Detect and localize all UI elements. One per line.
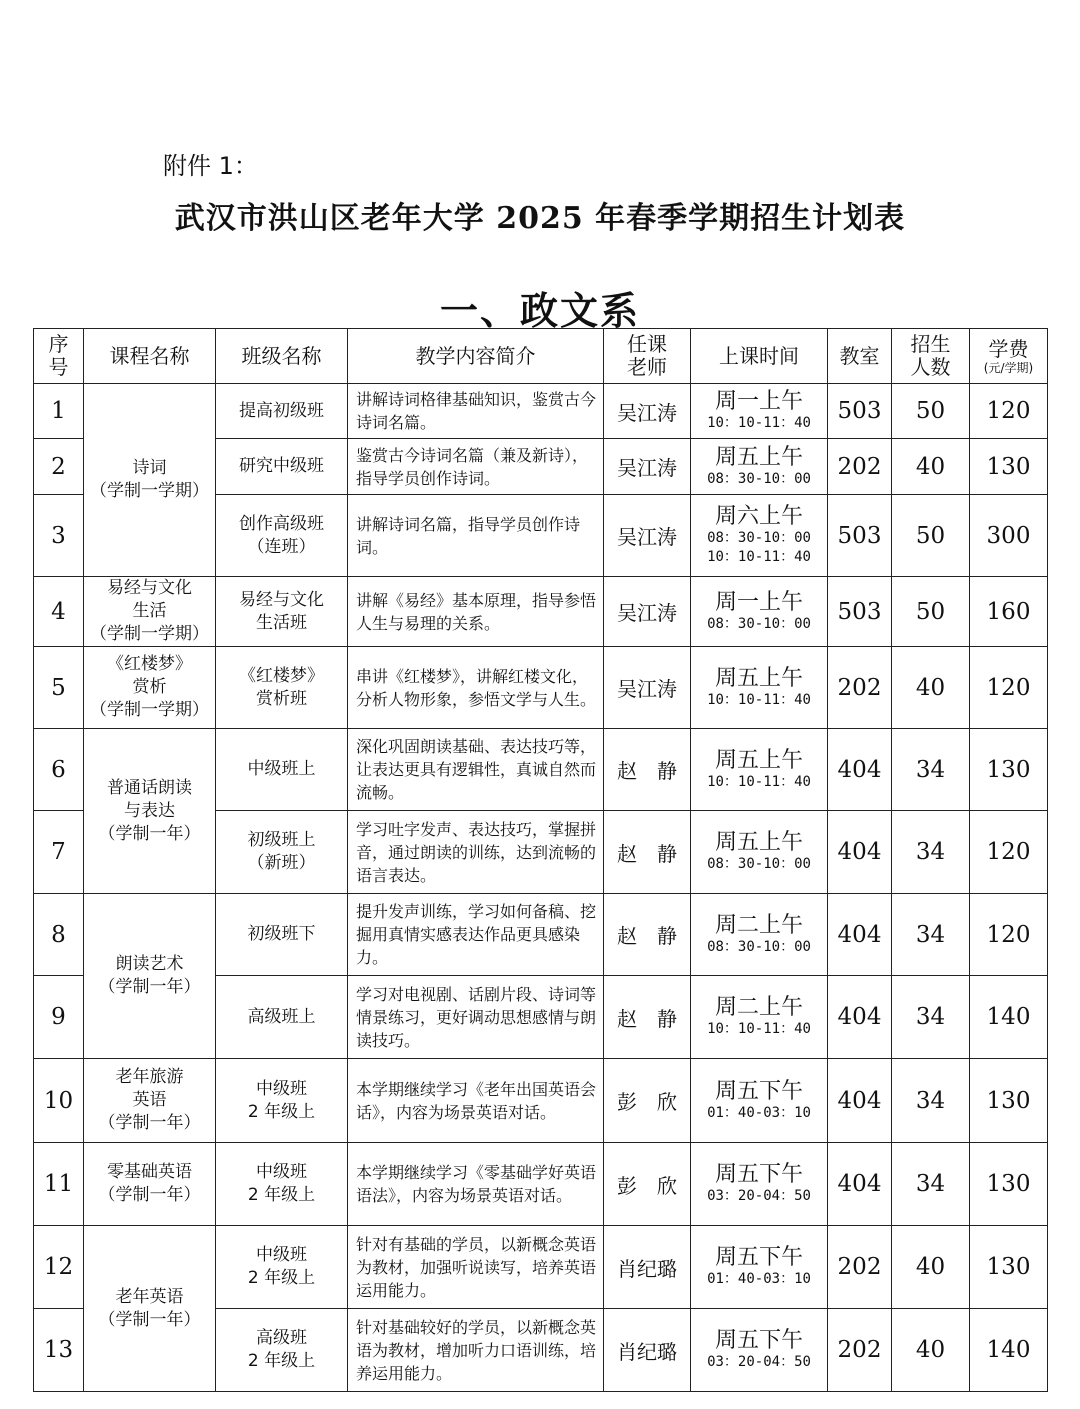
classroom: 404: [828, 894, 892, 976]
header-fee-label: 学费: [988, 336, 1029, 361]
tuition-fee: 300: [970, 495, 1048, 577]
tuition-fee: 120: [970, 647, 1048, 729]
section-heading: 一、政文系: [439, 288, 640, 333]
class-hours: 10：10-11：40: [707, 691, 811, 708]
header-row: [34, 329, 1048, 384]
class-day: 周五上午: [714, 830, 803, 855]
classroom: 202: [828, 647, 892, 729]
class-name: 高级班 2 年级上: [216, 1309, 348, 1392]
header-no: 序 号: [34, 329, 84, 384]
enrollment-quota: 34: [892, 1059, 970, 1143]
row-number: 8: [34, 894, 84, 976]
class-name: 中级班上: [216, 729, 348, 811]
table-row: [34, 384, 1048, 439]
row-number: 1: [34, 384, 84, 439]
class-day: 周六上午: [714, 504, 803, 529]
class-name: 初级班下: [216, 894, 348, 976]
row-number: 11: [34, 1143, 84, 1226]
row-number: 5: [34, 647, 84, 729]
course-name: 老年英语 （学制一年）: [84, 1226, 216, 1392]
class-day: 周五下午: [714, 1328, 803, 1353]
table-row: [34, 1143, 1048, 1226]
course-description: 学习对电视剧、话剧片段、诗词等情景练习，更好调动思想感情与朗读技巧。: [348, 976, 604, 1059]
row-number: 13: [34, 1309, 84, 1392]
enrollment-quota: 34: [892, 894, 970, 976]
course-description: 针对基础较好的学员，以新概念英语为教材，增加听力口语训练，培养运用能力。: [348, 1309, 604, 1392]
tuition-fee: 130: [970, 1226, 1048, 1309]
tuition-fee: 160: [970, 577, 1048, 647]
table-row: [34, 647, 1048, 729]
tuition-fee: 120: [970, 894, 1048, 976]
header-fee: [970, 329, 1048, 384]
row-number: 10: [34, 1059, 84, 1143]
class-hours: 03：20-04：50: [707, 1188, 811, 1204]
class-day: 周五下午: [714, 1245, 803, 1270]
header-desc: 教学内容简介: [348, 329, 604, 384]
class-hours: 10：10-11：40: [707, 773, 811, 790]
classroom: 503: [828, 495, 892, 577]
row-number: 2: [34, 439, 84, 495]
page-title: 武汉市洪山区老年大学 2025 年春季学期招生计划表: [174, 201, 906, 236]
enrollment-quota: 50: [892, 495, 970, 577]
header-fee-unit: (元/学期): [983, 360, 1034, 375]
classroom: 404: [828, 729, 892, 811]
class-hours: 08：30-10：00 10：10-11：40: [707, 530, 811, 565]
teacher-name: 吴江涛: [604, 384, 691, 439]
enrollment-quota: 40: [892, 1309, 970, 1392]
course-description: 讲解《易经》基本原理，指导参悟人生与易理的关系。: [348, 577, 604, 647]
class-name: 创作高级班 （连班）: [216, 495, 348, 577]
tuition-fee: 140: [970, 1309, 1048, 1392]
header-class: 班级名称: [216, 329, 348, 384]
course-description: 讲解诗词格律基础知识，鉴赏古今诗词名篇。: [348, 384, 604, 439]
class-day: 周一上午: [714, 589, 803, 615]
class-time: [691, 894, 828, 976]
class-hours: 03：20-04：50: [707, 1354, 811, 1370]
class-hours: 08：30-10：00: [707, 615, 811, 632]
class-name: 易经与文化 生活班: [216, 577, 348, 647]
class-time: [691, 729, 828, 811]
table-row: [34, 894, 1048, 976]
class-time: [691, 495, 828, 577]
table-row: [34, 1226, 1048, 1309]
enrollment-quota: 34: [892, 1143, 970, 1226]
class-hours: 08：30-10：00: [707, 470, 811, 487]
class-hours: 01：40-03：10: [707, 1104, 811, 1121]
class-name: 提高初级班: [216, 384, 348, 439]
class-time: [691, 1226, 828, 1309]
course-description: 深化巩固朗读基础、表达技巧等，让表达更具有逻辑性，真诚自然而流畅。: [348, 729, 604, 811]
classroom: 404: [828, 1059, 892, 1143]
row-number: 9: [34, 976, 84, 1059]
tuition-fee: 120: [970, 384, 1048, 439]
class-day: 周五上午: [714, 747, 803, 773]
course-name: 老年旅游 英语 （学制一年）: [84, 1059, 216, 1143]
class-name: 中级班 2 年级上: [216, 1143, 348, 1226]
course-name: 《红楼梦》 赏析 （学制一学期）: [84, 647, 216, 729]
header-room: 教室: [828, 329, 892, 384]
teacher-name: 赵 静: [604, 894, 691, 976]
course-name: 零基础英语 （学制一年）: [84, 1143, 216, 1226]
class-time: [691, 811, 828, 894]
teacher-name: 肖纪璐: [604, 1309, 691, 1392]
tuition-fee: 130: [970, 729, 1048, 811]
classroom: 202: [828, 1226, 892, 1309]
tuition-fee: 130: [970, 1059, 1048, 1143]
course-name: 普通话朗读 与表达 （学制一年）: [84, 729, 216, 894]
teacher-name: 彭 欣: [604, 1059, 691, 1143]
classroom: 503: [828, 577, 892, 647]
course-description: 本学期继续学习《老年出国英语会话》，内容为场景英语对话。: [348, 1059, 604, 1143]
teacher-name: 赵 静: [604, 811, 691, 894]
table-row: [34, 577, 1048, 647]
course-description: 本学期继续学习《零基础学好英语语法》，内容为场景英语对话。: [348, 1143, 604, 1226]
row-number: 6: [34, 729, 84, 811]
tuition-fee: 120: [970, 811, 1048, 894]
class-time: [691, 1059, 828, 1143]
classroom: 404: [828, 1143, 892, 1226]
class-hours: 01：40-03：10: [707, 1271, 811, 1287]
header-quota: 招生 人数: [892, 329, 970, 384]
class-day: 周五下午: [714, 1078, 803, 1104]
enrollment-quota: 34: [892, 976, 970, 1059]
table-row: [34, 1059, 1048, 1143]
class-time: [691, 439, 828, 495]
enrollment-quota: 40: [892, 439, 970, 495]
course-description: 鉴赏古今诗词名篇（兼及新诗），指导学员创作诗词。: [348, 439, 604, 495]
enrollment-quota: 34: [892, 729, 970, 811]
class-name: 初级班上 （新班）: [216, 811, 348, 894]
classroom: 404: [828, 976, 892, 1059]
class-name: 高级班上: [216, 976, 348, 1059]
course-name: 易经与文化 生活 （学制一学期）: [84, 577, 216, 647]
class-time: [691, 1309, 828, 1392]
teacher-name: 肖纪璐: [604, 1226, 691, 1309]
class-name: 《红楼梦》 赏析班: [216, 647, 348, 729]
class-time: [691, 577, 828, 647]
classroom: 202: [828, 1309, 892, 1392]
enrollment-quota: 40: [892, 647, 970, 729]
classroom: 404: [828, 811, 892, 894]
class-day: 周一上午: [714, 389, 803, 414]
tuition-fee: 140: [970, 976, 1048, 1059]
row-number: 4: [34, 577, 84, 647]
class-name: 中级班 2 年级上: [216, 1059, 348, 1143]
class-day: 周五上午: [714, 444, 803, 470]
row-number: 12: [34, 1226, 84, 1309]
teacher-name: 吴江涛: [604, 577, 691, 647]
class-hours: 08：30-10：00: [707, 856, 811, 872]
course-description: 学习吐字发声、表达技巧，掌握拼音，通过朗读的训练，达到流畅的语言表达。: [348, 811, 604, 894]
class-hours: 10：10-11：40: [707, 415, 811, 431]
class-name: 研究中级班: [216, 439, 348, 495]
class-time: [691, 1143, 828, 1226]
enrollment-quota: 40: [892, 1226, 970, 1309]
classroom: 503: [828, 384, 892, 439]
teacher-name: 彭 欣: [604, 1143, 691, 1226]
classroom: 202: [828, 439, 892, 495]
enrollment-quota: 34: [892, 811, 970, 894]
enrollment-quota: 50: [892, 577, 970, 647]
teacher-name: 吴江涛: [604, 495, 691, 577]
teacher-name: 赵 静: [604, 976, 691, 1059]
teacher-name: 吴江涛: [604, 647, 691, 729]
header-course: 课程名称: [84, 329, 216, 384]
teacher-name: 赵 静: [604, 729, 691, 811]
course-description: 讲解诗词名篇，指导学员创作诗词。: [348, 495, 604, 577]
class-day: 周五上午: [714, 665, 803, 691]
class-time: [691, 976, 828, 1059]
tuition-fee: 130: [970, 1143, 1048, 1226]
class-time: [691, 647, 828, 729]
teacher-name: 吴江涛: [604, 439, 691, 495]
enrollment-table: [33, 328, 1048, 1392]
row-number: 7: [34, 811, 84, 894]
attachment-label: 附件 1：: [163, 152, 258, 180]
header-teacher: 任课 老师: [604, 329, 691, 384]
class-day: 周二上午: [714, 995, 803, 1020]
class-time: [691, 384, 828, 439]
class-day: 周五下午: [714, 1162, 803, 1187]
course-name: 诗词 （学制一学期）: [84, 384, 216, 577]
course-description: 提升发声训练，学习如何备稿、挖掘用真情实感表达作品更具感染力。: [348, 894, 604, 976]
class-name: 中级班 2 年级上: [216, 1226, 348, 1309]
row-number: 3: [34, 495, 84, 577]
header-time: 上课时间: [691, 329, 828, 384]
table-row: [34, 729, 1048, 811]
course-description: 针对有基础的学员，以新概念英语为教材，加强听说读写，培养英语运用能力。: [348, 1226, 604, 1309]
class-hours: 10：10-11：40: [707, 1021, 811, 1037]
tuition-fee: 130: [970, 439, 1048, 495]
enrollment-quota: 50: [892, 384, 970, 439]
class-hours: 08：30-10：00: [707, 938, 811, 955]
course-description: 串讲《红楼梦》，讲解红楼文化，分析人物形象，参悟文学与人生。: [348, 647, 604, 729]
course-name: 朗读艺术 （学制一年）: [84, 894, 216, 1059]
class-day: 周二上午: [714, 912, 803, 938]
